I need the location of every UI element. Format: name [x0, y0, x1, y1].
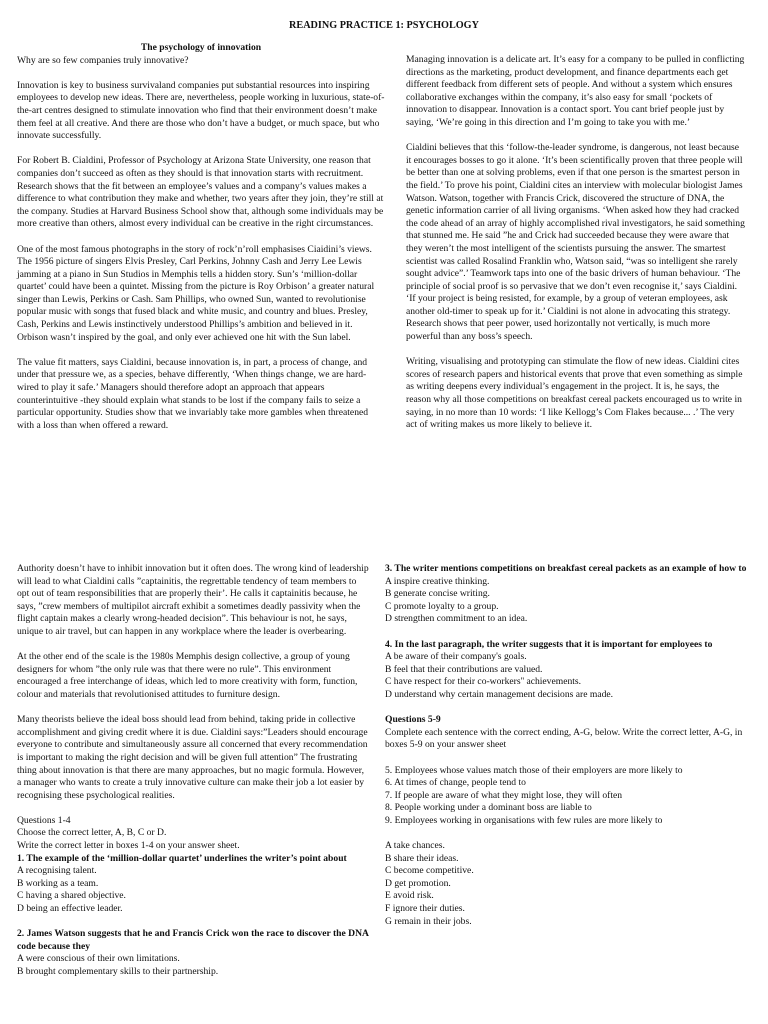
lower-left-column [17, 563, 369, 991]
lower-right-column [385, 563, 747, 941]
article-paragraph: For Robert B. Cialdini, Professor of Psychology at Arizona State University, one reason that companies don’t succeed as often as they should is that innovation starts with recruitment. Research shows that the fit between an employee’s values and a company’s values makes a difference to what contribution they make and whether, two years after they join, they’re still at the company. Studies at Harvard Business School show that, although some individuals may be more creative than others, almost every individual can be creative in the right circumstances. [17, 155, 384, 230]
questions-1-4-header [17, 815, 369, 853]
ending-item: C become competitive. [385, 865, 474, 877]
ending-item: A take chances. [385, 840, 445, 852]
question-3 [385, 563, 747, 626]
questions-heading: Questions 5-9 [385, 714, 441, 726]
questions-instruction: Write the correct letter in boxes 1-4 on your answer sheet. [17, 840, 240, 852]
question-2 [17, 928, 369, 978]
question-option: C have respect for their co-workers'' achievements. [385, 676, 582, 688]
question-4 [385, 639, 747, 702]
sentence-item: 9. Employees working in organisations with few rules are more likely to [385, 814, 663, 826]
article-paragraph: The value fit matters, says Cialdini, because innovation is, in part, a process of change, and under that pressure we, as a species, behave differently, ‘When things change, we are hard-wired to play it safe.’ Managers should therefore adopt an approach that appears counterintuitive -they should explain what stands to be lost if the company fails to seize a particular opportunity. Studies show that we invariably take more gambles when threatened with a loss than when offered a reward. [17, 356, 369, 431]
questions-instruction: Complete each sentence with the correct ending, A-G, below. Write the correct letter, A-G, in boxes 5-9 on your answer sheet [385, 726, 743, 751]
question-option: B working as a team. [17, 877, 99, 889]
article-left-column [17, 42, 385, 445]
question-option: C having a shared objective. [17, 890, 126, 902]
sentence-item: 8. People working under a dominant boss are liable to [385, 802, 592, 814]
article-paragraph: At the other end of the scale is the 1980s Memphis design collective, a group of young designers for whom ”the only rule was that there were no rule”. This environment encouraged a free interchange of ideas, which led to more creativity with form, function, colour and materials that revolutionised attitudes to furniture design. [17, 651, 358, 700]
article-paragraph: Cialdini believes that this ‘follow-the-leader syndrome, is dangerous, not least because it encourages bosses to go it alone. ‘It’s been scientifically proven that three people will be better than one at solving problems, even if that one person is the smartest person in the field.’ To prove his point, Cialdini cites an interview with molecular biologist James Watson. Watson, together with Francis Crick, discovered the structure of DNA, the genetic information carrier of all living organisms. ‘When asked how they had cracked the code ahead of an array of highly accomplished rival investigators, he said something that stunned me. He said ”he and Crick had succeeded because they were aware that they weren’t the most intelligent of the scientists pursuing the answer. The smartest scientist was called Rosalind Franklin who, Watson said, “was so intelligent she rarely sought advice”.’ Teamwork taps into one of the basic drivers of human behaviour. ‘The principle of social proof is so pervasive that we don’t even recognise it,’ says Cialdini. ‘If your project is being resisted, for example, by a group of veteran employees, ask another old-timer to speak up for it.’ Cialdini is not alone in advocating this strategy. Research shows that peer power, used horizontally not vertically, is much more powerful than any boss’s speech. [406, 142, 745, 343]
article-paragraph: Innovation is key to business survivaland companies put substantial resources into inspiring employees to develop new ideas. There are, nevertheless, people working in luxurious, state-of-the-art centres designed to stimulate innovation who find that their environment doesn’t make them feel at all creative. And there are those who don’t have a budget, or much space, but who innovate successfully. [17, 79, 385, 142]
question-stem: 1. The example of the ‘million-dollar quartet’ underlines the writer’s point about [17, 852, 347, 864]
ending-item: G remain in their jobs. [385, 915, 472, 927]
ending-item: D get promotion. [385, 877, 451, 889]
page-title: READING PRACTICE 1: PSYCHOLOGY [289, 20, 479, 31]
article-paragraph: One of the most famous photographs in the story of rock’n’roll emphasises Ciaidini’s views. The 1956 picture of singers Elvis Presley, Carl Perkins, Johnny Cash and Jerry Lee Lewis jamming at a piano in Sun Studios in Memphis tells a hidden story. Sun’s ‘million-dollar quartet’ could have been a quintet. Missing from the picture is Roy Orbison’ a greater natural singer than Lewis, Perkins or Cash. Sam Phillips, who owned Sun, wanted to revolutionise popular music with songs that fused black and white music, and country and blues. Presley, Cash, Perkins and Lewis instinctively understood Phillips’s ambition and believed in it. Orbison wasn’t inspired by the goal, and only ever achieved one hit with the Sun label. [17, 243, 375, 343]
question-1 [17, 853, 369, 916]
question-option: A inspire creative thinking. [385, 575, 490, 587]
article-paragraph: Managing innovation is a delicate art. It’s easy for a company to be pulled in conflicting directions as the marketing, product development, and finance departments each get different feedback from different sets of people. And without a system which ensures collaborative exchanges within the company, it’s also easy for small ‘pockets of innovation to disappear. Innovation is a contact sport. You cant brief people just by saying, ‘We’re going in this direction and I’m going to take you with me.’ [406, 54, 745, 128]
article-paragraph: Writing, visualising and prototyping can stimulate the flow of new ideas. Cialdini cites scores of research papers and historical events that prove that even something as simple as writing deepens every individual’s engagement in the project. It is, he says, the reason why all those competitions on breakfast cereal packets encouraged us to write in saying, in no more than 10 words: ‘I like Kellogg’s Com Flakes because... .’ The very act of writing makes us more likely to believe it. [406, 356, 743, 431]
questions-instruction: Choose the correct letter, A, B, C or D. [17, 827, 167, 839]
sentence-list [385, 765, 747, 828]
question-option: B generate concise writing. [385, 588, 490, 600]
questions-heading: Questions 1-4 [17, 814, 71, 826]
question-stem: 4. In the last paragraph, the writer suggests that it is important for employees to [385, 638, 713, 650]
endings-list [385, 840, 747, 928]
question-option: A were conscious of their own limitations. [17, 953, 180, 965]
ending-item: E avoid risk. [385, 890, 434, 902]
sentence-item: 6. At times of change, people tend to [385, 777, 526, 789]
ending-item: F ignore their duties. [385, 903, 465, 915]
question-option: D understand why certain management decisions are made. [385, 688, 614, 700]
sentence-item: 5. Employees whose values match those of their employers are more likely to [385, 764, 683, 776]
question-option: D strengthen commitment to an idea. [385, 613, 528, 625]
question-option: D being an effective leader. [17, 903, 123, 915]
article-heading: The psychology of innovation [140, 42, 262, 53]
article-right-column [406, 54, 746, 444]
question-option: C promote loyalty to a group. [385, 600, 499, 612]
article-paragraph: Authority doesn’t have to inhibit innovation but it often does. The wrong kind of leadership will lead to what Cialdini calls ”captainitis, the regrettable tendency of team members to opt out of team responsibilities that are properly their’. He calls it captainitis because, he says, ”crew members of multipilot aircraft exhibit a sometimes deadly passivity when the flight captain makes a clearly wrong-headed decision”. This behaviour is not, he says, unique to air travel, but can happen in any workplace where the leader is overbearing. [17, 563, 369, 637]
question-option: B feel that their contributions are valued. [385, 663, 543, 675]
question-stem: 2. James Watson suggests that he and Francis Crick won the race to discover the DNA code because they [17, 928, 369, 952]
ending-item: B share their ideas. [385, 852, 459, 864]
article-subheading: Why are so few companies truly innovative? [17, 54, 189, 66]
questions-5-9-header [385, 714, 747, 752]
question-option: A be aware of their company's goals. [385, 651, 527, 663]
article-paragraph: Many theorists believe the ideal boss should lead from behind, taking pride in collective accomplishment and giving credit where it is due. Cialdini says:”Leaders should encourage everyone to contribute and simultaneously assure all concerned that every recommendation is important to making the right decision and will be given full attention” The frustrating thing about innovation is that there are many approaches, but no magic formula. However, a manager who wants to create a truly innovative culture can make their job a lot easier by recognising these psychological realities. [17, 714, 368, 801]
sentence-item: 7. If people are aware of what they might lose, they will often [385, 789, 623, 801]
question-stem: 3. The writer mentions competitions on breakfast cereal packets as an example of how to [385, 563, 747, 574]
question-option: B brought complementary skills to their partnership. [17, 966, 219, 977]
question-option: A recognising talent. [17, 865, 97, 877]
